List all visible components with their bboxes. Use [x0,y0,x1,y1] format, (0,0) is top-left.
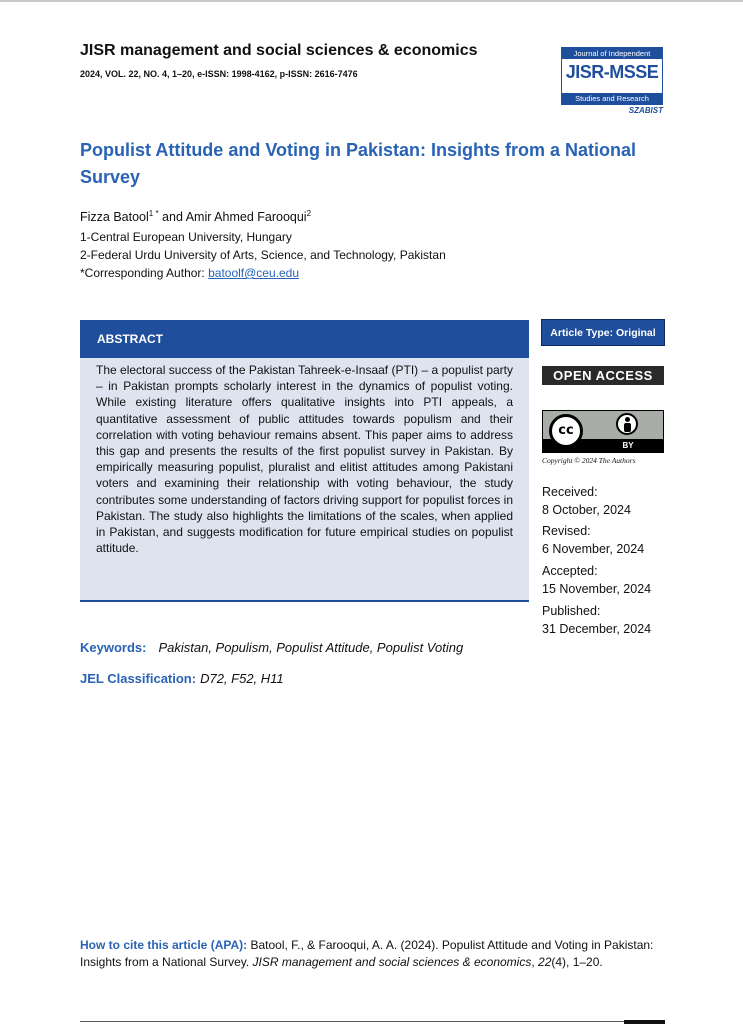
date-label: Published: [542,604,601,618]
jel-value: D72, F52, H11 [200,671,284,686]
author-line [80,210,311,224]
copyright-text: Copyright © 2024 The Authors [542,456,636,465]
affiliation-1: 1-Central European University, Hungary [80,230,292,244]
jel-line [80,671,284,686]
person-body [624,423,631,432]
logo-main-text: JISR-MSSE [565,62,659,82]
footer-divider [80,1021,665,1022]
author-connector: and [158,210,186,224]
date-label: Received: [542,485,598,499]
logo-top-text: Journal of Independent [562,48,662,59]
citation-text: Batool, F., & Farooqui, A. A. (2024). Populist Attitude and Voting in Pakistan: Insights from a National Survey. [80,938,654,969]
date-label: Revised: [542,524,591,538]
author-2: Amir Ahmed Farooqui [185,210,307,224]
corresponding-author [80,266,299,280]
date-revised [542,522,644,558]
date-received [542,483,631,519]
date-published [542,602,651,638]
attribution-person-icon [616,413,638,435]
cc-icon: cc [549,414,583,448]
date-value: 31 December, 2024 [542,622,652,636]
author-1: Fizza Batool [80,210,149,224]
page-number-box [624,1020,665,1024]
date-value: 15 November, 2024 [542,582,652,596]
keywords-line [80,640,463,655]
citation-journal: JISR management and social sciences & economics [252,955,532,969]
abstract-text: The electoral success of the Pakistan Tahreek-e-Insaaf (PTI) – a populist party – in Pakistan prompts scholarly interest in the dynamics of populist voting. While existing literature offers qualitative insights into PTI appeals, a quantitative assessment of public attitudes towards populism and their correlation with voting behaviour remains absent. This paper aims to address this gap and presents the results of the first populist survey in Pakistan. By empirically measuring populist, pluralist and elitist attitudes among Pakistani voters and examining their relationship with voting behaviour, the study contributes some understanding of factors driving support for populist forces in Pakistan. The study also highlights the limitations of the scales, when applied in Pakistan, and suggests modification for future empirical studies on populist attitude. [80,358,529,602]
citation-label: How to cite this article (APA): [80,938,248,952]
publisher-logo: SZABIST [628,106,663,115]
citation-volume: 22 [538,955,552,969]
logo-bottom-text: Studies and Research [562,93,662,104]
jel-label: JEL Classification: [80,671,197,686]
keywords-label: Keywords: [80,640,147,655]
journal-name: JISR management and social sciences & economics [80,42,478,59]
citation-sep: , [531,955,539,969]
article-type-badge: Article Type: Original [541,319,665,346]
article-title: Populist Attitude and Voting in Pakistan: Insights from a National Survey [80,140,637,187]
citation-tail: (4), 1–20. [551,955,603,969]
keywords-value: Pakistan, Populism, Populist Attitude, Populist Voting [158,640,464,655]
date-label: Accepted: [542,564,598,578]
affiliation-2: 2-Federal Urdu University of Arts, Science, and Technology, Pakistan [80,248,446,262]
journal-meta: 2024, VOL. 22, NO. 4, 1–20, e-ISSN: 1998-4162, p-ISSN: 2616-7476 [80,69,358,79]
by-label: BY [622,441,634,450]
corresponding-prefix: *Corresponding Author: [80,266,209,280]
date-accepted [542,562,651,598]
cc-by-license-badge[interactable] [542,410,664,453]
journal-logo [561,47,663,105]
person-head [625,417,630,422]
open-access-badge: OPEN ACCESS [542,366,664,385]
author-1-sup: 1 * [148,208,159,218]
author-2-sup: 2 [306,208,312,218]
corresponding-email-link[interactable]: batoolf@ceu.edu [208,266,300,280]
citation-block [80,937,665,971]
date-value: 6 November, 2024 [542,542,645,556]
date-value: 8 October, 2024 [542,503,631,517]
abstract-heading: ABSTRACT [80,320,529,358]
top-border [0,0,743,2]
